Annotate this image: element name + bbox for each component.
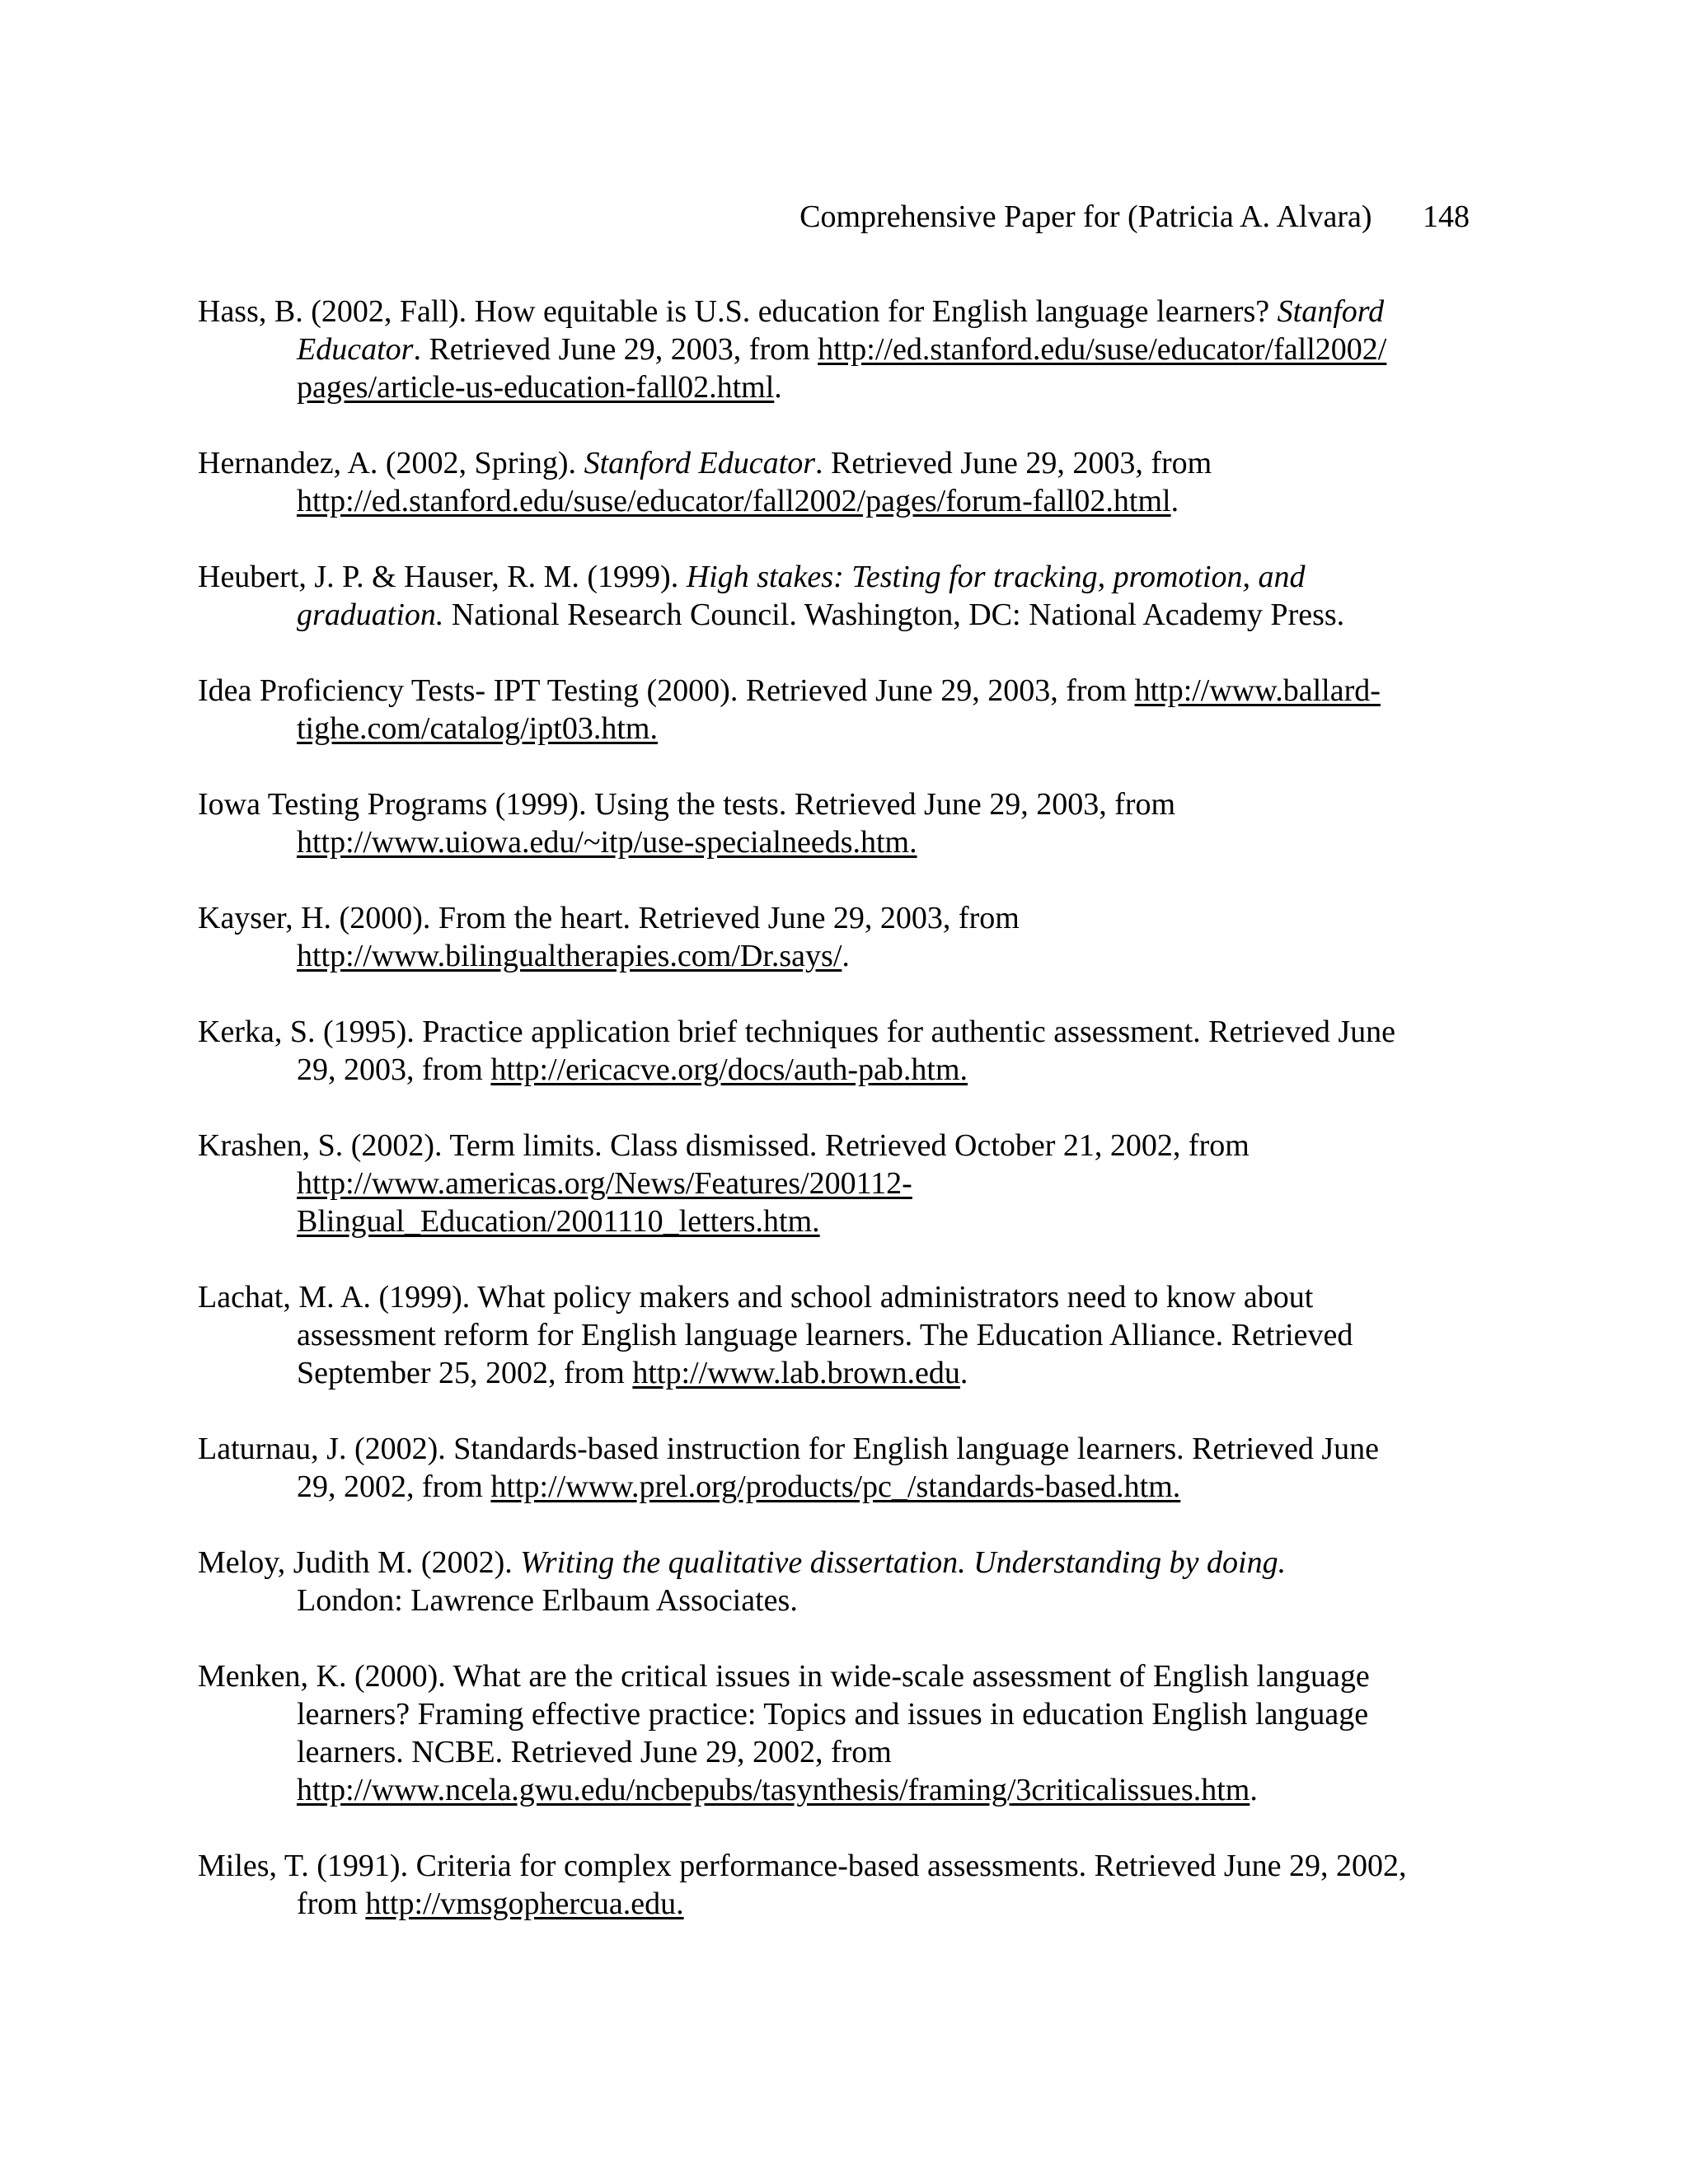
reference-entry [198, 1544, 1484, 1619]
reference-text: London: Lawrence Erlbaum Associates. [297, 1583, 798, 1618]
reference-text: . Retrieved June 29, 2003, from [413, 332, 818, 367]
reference-url-link[interactable]: http://ericacve.org/docs/auth-pab.htm. [490, 1052, 968, 1087]
reference-text: Iowa Testing Programs (1999). Using the tests. Retrieved June 29, 2003, from [198, 787, 1176, 822]
reference-text: from [297, 1886, 366, 1921]
reference-entry [198, 293, 1484, 406]
reference-url-link[interactable]: Blingual_Education/2001110_letters.htm. [297, 1204, 820, 1239]
reference-text: Laturnau, J. (2002). Standards-based instruction for English language learners. Retrieved June [198, 1432, 1380, 1466]
reference-entry [198, 672, 1484, 748]
reference-title-italic: High stakes: Testing for tracking, promotion, and [686, 560, 1306, 594]
running-head-title: Comprehensive Paper for (Patricia A. Alvara) [799, 199, 1372, 234]
reference-text: . [959, 1356, 968, 1390]
reference-entry [198, 444, 1484, 520]
reference-text: . Retrieved June 29, 2003, from [814, 446, 1212, 480]
reference-text: . [1250, 1773, 1258, 1807]
reference-text: assessment reform for English language learners. The Education Alliance. Retrieved [297, 1318, 1353, 1352]
reference-entry [198, 899, 1484, 975]
reference-text: . [1170, 484, 1179, 518]
reference-url-link[interactable]: pages/article-us-education-fall02.html [297, 370, 775, 405]
reference-url-link[interactable]: tighe.com/catalog/ipt03.htm. [297, 711, 658, 746]
reference-url-link[interactable]: http://www.ncela.gwu.edu/ncbepubs/tasynthesis/framing/3criticalissues.htm [297, 1773, 1250, 1807]
reference-text: Idea Proficiency Tests- IPT Testing (2000). Retrieved June 29, 2003, from [198, 673, 1135, 708]
reference-text: Krashen, S. (2002). Term limits. Class dismissed. Retrieved October 21, 2002, from [198, 1128, 1250, 1163]
reference-text: Hernandez, A. (2002, Spring). [198, 446, 584, 480]
reference-url-link[interactable]: http://www.lab.brown.edu [632, 1356, 960, 1390]
reference-text: Miles, T. (1991). Criteria for complex performance-based assessments. Retrieved June 29, 2002, [198, 1849, 1407, 1883]
reference-text: . [774, 370, 782, 405]
reference-url-link[interactable]: http://vmsgophercua.edu. [365, 1886, 684, 1921]
reference-text: Heubert, J. P. & Hauser, R. M. (1999). [198, 560, 687, 594]
reference-url-link[interactable]: http://ed.stanford.edu/suse/educator/fall2002/pages/forum-fall02.html [297, 484, 1171, 518]
reference-title-italic: Stanford [1277, 294, 1385, 329]
reference-entry [198, 1278, 1484, 1392]
reference-url-link[interactable]: http://www.americas.org/News/Features/200112- [297, 1166, 912, 1201]
reference-text: Meloy, Judith M. (2002). [198, 1545, 521, 1580]
reference-entry [198, 1657, 1484, 1809]
reference-text: Kerka, S. (1995). Practice application brief techniques for authentic assessment. Retrieved June [198, 1015, 1396, 1049]
reference-title-italic: Educator [297, 332, 414, 367]
reference-title-italic: Stanford Educator [584, 446, 815, 480]
reference-text: 29, 2002, from [297, 1469, 491, 1504]
running-head [799, 198, 1470, 236]
reference-text: September 25, 2002, from [297, 1356, 633, 1390]
reference-list [198, 293, 1484, 1961]
reference-entry [198, 785, 1484, 861]
reference-url-link[interactable]: http://www.ballard- [1134, 673, 1381, 708]
reference-url-link[interactable]: http://www.uiowa.edu/~itp/use-specialneeds.htm. [297, 825, 917, 860]
reference-url-link[interactable]: http://www.prel.org/products/pc_/standards-based.htm. [490, 1469, 1181, 1504]
reference-url-link[interactable]: http://ed.stanford.edu/suse/educator/fall2002/ [818, 332, 1387, 367]
reference-text: learners. NCBE. Retrieved June 29, 2002, from [297, 1735, 892, 1769]
reference-text: learners? Framing effective practice: Topics and issues in education English language [297, 1697, 1369, 1732]
page-number: 148 [1423, 199, 1470, 234]
reference-title-italic: Writing the qualitative dissertation. Understanding by doing. [520, 1545, 1287, 1580]
reference-url-link[interactable]: http://www.bilingualtherapies.com/Dr.says/ [297, 939, 842, 973]
reference-entry [198, 1127, 1484, 1240]
reference-entry [198, 1013, 1484, 1089]
reference-text: Hass, B. (2002, Fall). How equitable is U.S. education for English language learners? [198, 294, 1278, 329]
reference-text: Kayser, H. (2000). From the heart. Retrieved June 29, 2003, from [198, 901, 1020, 935]
reference-entry [198, 558, 1484, 634]
reference-text: . [842, 939, 850, 973]
reference-entry [198, 1430, 1484, 1506]
reference-text: 29, 2003, from [297, 1052, 491, 1087]
reference-title-italic: graduation. [297, 598, 444, 632]
reference-entry [198, 1847, 1484, 1923]
reference-text: Lachat, M. A. (1999). What policy makers and school administrators need to know about [198, 1280, 1314, 1315]
reference-text: Menken, K. (2000). What are the critical issues in wide-scale assessment of English language [198, 1659, 1370, 1694]
reference-text: National Research Council. Washington, DC: National Academy Press. [443, 598, 1345, 632]
